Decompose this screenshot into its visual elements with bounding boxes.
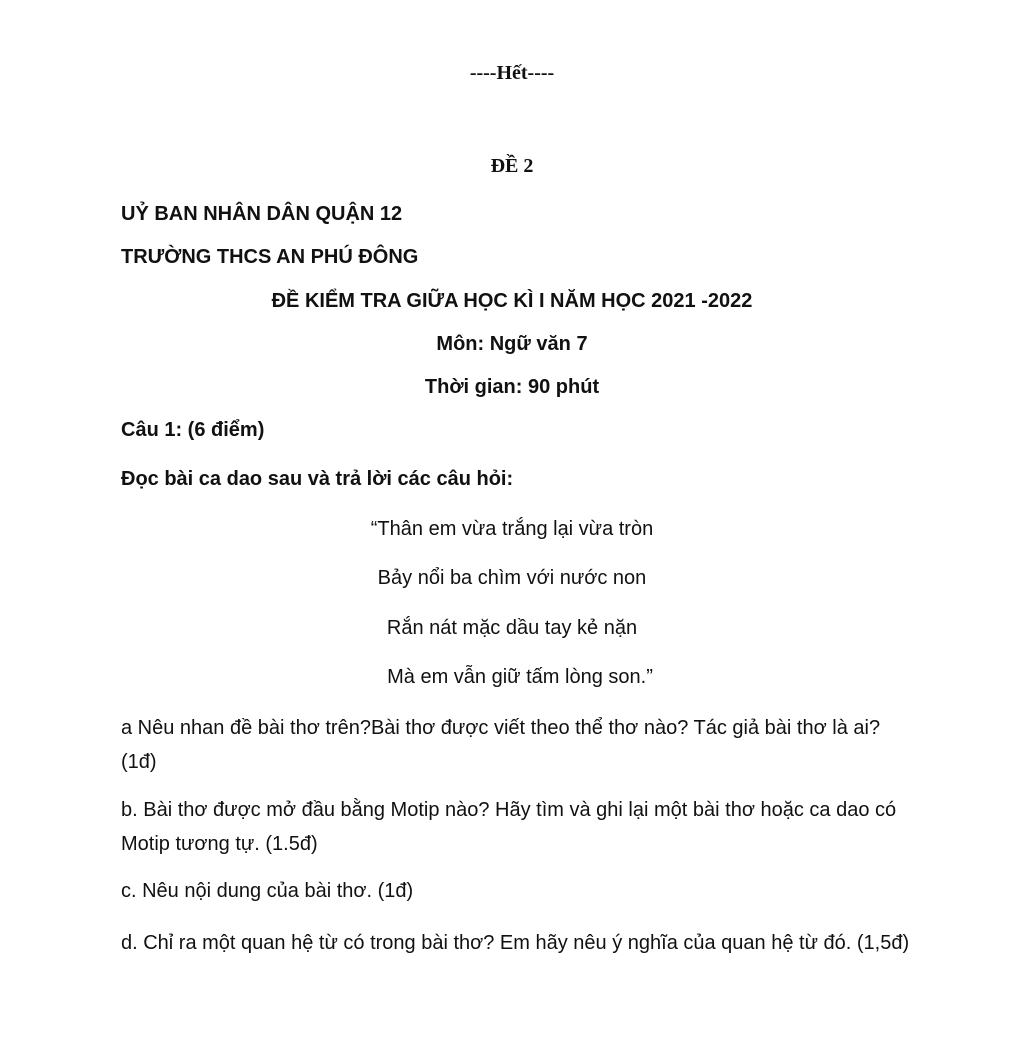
question-item-d: d. Chỉ ra một quan hệ từ có trong bài thơ? Em hãy nêu ý nghĩa của quan hệ từ đó. (1,5đ) <box>121 932 910 954</box>
question-instruction: Đọc bài ca dao sau và trả lời các câu hỏi: <box>121 468 514 490</box>
poem-line: Mà em vẫn giữ tấm lòng son.” <box>387 666 653 688</box>
exam-duration: Thời gian: 90 phút <box>424 376 600 398</box>
poem-line: “Thân em vừa trắng lại vừa tròn <box>370 518 654 540</box>
question-heading: Câu 1: (6 điểm) <box>121 419 265 441</box>
end-marker: ----Hết---- <box>469 62 555 84</box>
question-item-b: b. Bài thơ được mở đầu bằng Motip nào? Hãy tìm và ghi lại một bài thơ hoặc ca dao có Motip tương tự. (1.5đ) <box>121 799 897 855</box>
exam-title: ĐỀ KIỂM TRA GIỮA HỌC KÌ I NĂM HỌC 2021 -2022 <box>271 290 753 312</box>
poem-line: Rắn nát mặc dầu tay kẻ nặn <box>386 617 638 639</box>
exam-subject: Môn: Ngữ văn 7 <box>436 333 588 355</box>
poem-line: Bảy nổi ba chìm với nước non <box>377 567 647 589</box>
authority-name: UỶ BAN NHÂN DÂN QUẬN 12 <box>121 203 403 225</box>
school-name: TRƯỜNG THCS AN PHÚ ĐÔNG <box>121 246 419 268</box>
question-item-c: c. Nêu nội dung của bài thơ. (1đ) <box>121 880 414 902</box>
question-item-a: a Nêu nhan đề bài thơ trên?Bài thơ được viết theo thể thơ nào? Tác giả bài thơ là ai? (1đ) <box>121 717 881 773</box>
exam-number: ĐỀ 2 <box>490 155 534 177</box>
